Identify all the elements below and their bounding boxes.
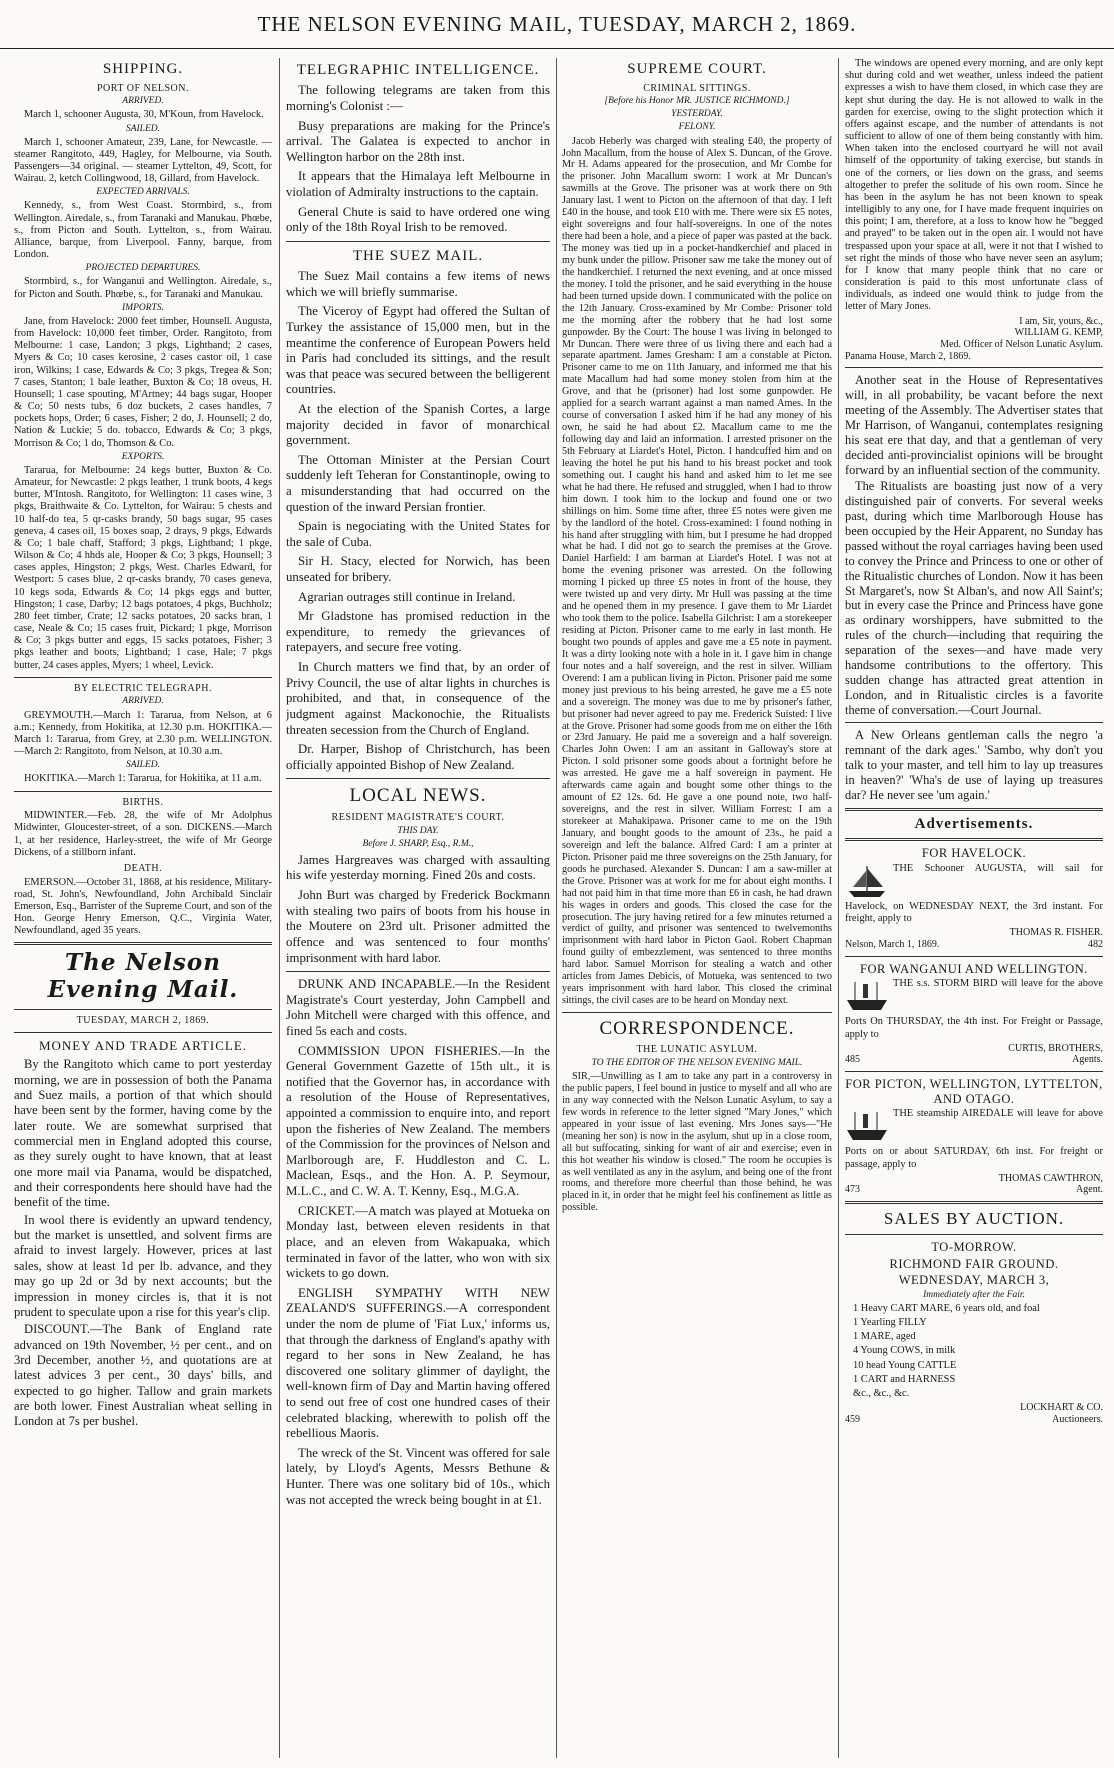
lot-item: 4 Young COWS, in milk — [853, 1345, 956, 1357]
divider — [845, 1071, 1103, 1072]
ad-heading: FOR PICTON, WELLINGTON, LYTTELTON, AND OTAGO. — [845, 1077, 1103, 1106]
suez-heading: THE SUEZ MAIL. — [352, 247, 484, 264]
ad-text — [845, 1108, 1103, 1170]
auction-venue: RICHMOND FAIR GROUND. — [889, 1256, 1059, 1271]
money-paragraph: DISCOUNT.—The Bank of England rate advanced on 19th November, ½ per cent., and on 3rd December, another ½, and quotations are at latest advices 3 per cent., 30 days' bills, and expected to go higher. Tallow and grain markets are both lower. Finest Australian wheat selling in London at 7s per bushel. — [14, 1322, 272, 1429]
imports-heading: IMPORTS. — [122, 302, 164, 313]
lot-item: 1 MARE, aged — [853, 1331, 916, 1343]
auctioneer-name: LOCKHART & CO. — [1020, 1402, 1103, 1414]
house-paragraph: Another seat in the House of Representatives will, in all probability, be vacant before the next meeting of the Assembly. The Advertiser states that Mr Harrison, of Wanganui, contemplates resigning his seat ere that day, and that a gentleman of very decided anti-provincialist opinions will be brought forward by an influential section of the community. — [845, 373, 1103, 477]
divider — [845, 956, 1103, 957]
to-editor: TO THE EDITOR OF THE NELSON EVENING MAIL. — [591, 1057, 803, 1068]
column-1 — [14, 58, 272, 1758]
ad-footer — [845, 1054, 1103, 1066]
divider — [14, 677, 272, 678]
ad-number: 482 — [1088, 939, 1103, 951]
divider — [845, 838, 1103, 841]
ad-footer — [845, 939, 1103, 951]
divider — [845, 1201, 1103, 1204]
asylum-heading: THE LUNATIC ASYLUM. — [636, 1044, 758, 1056]
suez-paragraph: At the election of the Spanish Cortes, a large majority decided in favor of monarchical government. — [286, 401, 550, 448]
local-paragraph: DRUNK AND INCAPABLE.—In the Resident Magistrate's Court yesterday, John Campbell and John Mitchell were charged with this offence, and fined 5s each and costs. — [286, 977, 550, 1038]
court-report: Jacob Heberly was charged with stealing £40, the property of John Macallum, from the house of Alex S. Duncan, of the Grove. Mr H. Adams appeared for the prosecution, and Mr Combe for the prisoner. John Macallum sworn: I work at Mr Duncan's sawmills at the Grove. The prisoner was at work there on 9th January last. I went to Picton on the afternoon of that day. I left £40 in the house, and took £10 with me. There were six £5 notes, eight sovereigns and four half-sovereigns. In one of the notes there had been a hole, and a piece of paper was pasted at the back. The money was tied up in a pocket-handkerchief and placed in my bunk under the pillow. Prisoner saw me take the money out of the handkerchief. I returned the next evening, and at once missed the money. I told the prisoner, and he said everything in the house had been turned upside down. I communicated with the police on the 12th January. Cross-examined by Mr Combe: Prisoner told me the morning after the robbery that he had lost some gunpowder. By the Court: The house I was living in belonged to Mr Duncan. There were three of us living there and each had a separate apartment. James Gresham: I am a constable at Picton. Prisoner came to me on 11th January, and informed me that his mate Macallum had had some money stolen from him at the Grove, and that he (prisoner) had lost some gunpowder. He applied for a search warrant against a man named Ames. In the course of conversation I asked him if he had any money of his own, he said he had about £2. Macallum came to me the following day and laid an information. I arrested prisoner on the 5th February at Liardet's Hotel, Picton. I handcuffed him and on leaving the hotel he put his hand to his breast pocket and took something out. I caught his hand and asked him to let me see what he had there. He refused and struggled, when I had to throw him down. I took him to the lockup and found one or two shillings on him. Some time after, three £5 notes were given me by the landlord of the hotel. Cross-examined: I found nothing in his hand after struggling with him, but I presume he had dropped what he had. I did not go to search the premises at the Grove. Daniel Harfield: I am barman at Liardet's Hotel. I was not at home the evening prisoner was arrested. On the following morning I picked up three £5 notes in front of the house, they were twisted up and very dirty. Mr Hull was passing at the time and he opened them in my presence. I gave them to Mr Liardet who took them to the police. Isabella Gilchrist: I am a storekeeper residing at Picton. Prisoner came to me early in last month. He bought two pounds of apples and gave me a £5 note in payment. It was a dirty looking note with a hole in it. I gave him in change four notes and a half sovereign, and the rest in silver. William Overend: I am a publican living in Picton. Prisoner paid me some money just previous to his being arrested, he gave me a £5 note and a sovereign. The money was due to me by prisoner's father, but prisoner had never agreed to pay me. Frederick Suisted: I live at the Grove. Prisoner had some goods from me on either the 16th or 23rd January. He paid me a sovereign and a half sovereign. Charles John Owen: I am an assitant in Galloway's store at Picton. I sold prisoner some goods about a fortnight before he was arrested. He gave me a half sovereign in payment. He afterwards came again and bought some other things to the amount of £2 12s. 6d. He gave a one pound note, two half-sovereigns, and the rest in silver. William Forrest: I am a storekeer at Mahakipawa. Prisoner came to me on the 19th January, and bought goods to the amount of 23s., he paid a sovereign and left the balance. Alfred Card: I am a printer at Picton. Prisoner paid me three sovereigns on the 25th January, for goods he purchased. Alexander S. Duncan: I am a saw-miller at the Grove. Prisoner was at work for me for about eight months. I had not paid him in that time more than £6 in cash, he had drawn his wages in orders and goods. This closed the case for the prosecution. The jury having retired for a few minutes returned a verdict of guilty, and prisoner was sentenced to twelvemonths imprisonment with hard labor in Picton Gaol. Robert Chapman found guilty of embezzlement, was sentenced to three months hard labor. Samuel Morrison for stealing a watch and other articles from James Debicis, of Motueka, was sentenced to two years imprisonment with hard labor. This closed the criminal sittings, the civil cases are to be heard on Monday next. — [562, 135, 832, 1007]
correspondence-text: SIR,—Unwilling as I am to take any part in a controversy in the public papers, I feel bound in justice to myself and all who are in any way connected with the Nelson Lunatic Asylum, to say a few words in reference to the letter signed "Mary Jones," which appeared in your issue of last evening. Mrs Jones says—"He (meaning her son) is now in the asylum, shut up in a close room, all but suffocating, sinking for want of air and exercise; even in this hot weather his window is closed." The room he occupies is as well ventilated as any in the asylum, and being one of the front rooms, and therefore more cheerful than those behind, he was placed in it, in order that he might feel his confinement as little as possible. — [562, 1071, 832, 1214]
money-paragraph: In wool there is evidently an upward tendency, but the market is unsettled, and solvent firms are afraid to invest largely. However, prices at last sales, show at least 1d per lb. advance, and they may go up 2d or 3d by next accounts; but the impression in money circles is, that it is not prudent to speculate upon a rise for this year's clip. — [14, 1212, 272, 1319]
column-rule — [279, 58, 280, 1758]
lot-item: 10 head Young CATTLE — [853, 1359, 957, 1371]
supreme-court-heading: SUPREME COURT. — [627, 61, 767, 77]
divider — [14, 1032, 272, 1033]
suez-paragraph: Dr. Harper, Bishop of Christchurch, has been officially appointed Bishop of New Zealand. — [286, 742, 550, 772]
sailed-heading: SAILED. — [125, 123, 161, 134]
ad-footer — [845, 1414, 1103, 1426]
births-text: MIDWINTER.—Feb. 28, the wife of Mr Adolphus Midwinter, Gloucester-street, of a son. DICKENS.—March 1, at her residence, Harley-street, the wife of Mr George Dickens, of a stillborn infant. — [14, 810, 272, 858]
auction-tomorrow: TO-MORROW. — [931, 1239, 1017, 1254]
local-news-heading: LOCAL NEWS. — [349, 785, 487, 807]
death-text: EMERSON.—October 31, 1868, at his residence, Military-road, St. John's, Newfoundland, John Archibald Sinclair Emerson, Esq., Barrister of the Supreme Court, and son of the Hon. George Henry Emerson, Q.C., Virginia Water, Newfoundland, aged 35 years. — [14, 876, 272, 937]
divider — [286, 971, 550, 972]
ad-wanganui — [845, 962, 1103, 1066]
masthead: THE NELSON EVENING MAIL, TUESDAY, MARCH 2, 1869. — [0, 0, 1114, 49]
telegraph-heading: BY ELECTRIC TELEGRAPH. — [74, 682, 212, 694]
steamship-icon — [845, 978, 889, 1016]
money-paragraph: By the Rangitoto which came to port yesterday morning, we are in possession of both the Panama and Suez mails, a portion of that which should have been sent by the former, having come by the later route. We are somewhat surprised that commercial men in England adopted this course, as they surely ought to have known, that at least one more mail via Panama, would be dispatched, and their correspondents here should have had the benefit of the time. — [14, 1057, 272, 1210]
ad-auction — [845, 1209, 1103, 1425]
divider — [14, 1009, 272, 1010]
ad-signature: THOMAS CAWTHRON, — [998, 1172, 1103, 1184]
ad-date: Nelson, March 1, 1869. — [845, 939, 940, 951]
suez-paragraph: In Church matters we find that, by an order of Privy Council, the use of altar lights in churches is prohibited, and that, in consequence of the judgment against Mackonochie, the Ritualists threaten secession from the Church of England. — [286, 660, 550, 737]
suez-paragraph: The Suez Mail contains a few items of news which we will briefly summarise. — [286, 269, 550, 299]
divider — [286, 778, 550, 779]
tele-paragraph: General Chute is said to have ordered one wing only of the 18th Royal Irish to be removed. — [286, 204, 550, 235]
ad-havelock — [845, 846, 1103, 950]
ad-body: THE steamship AIREDALE will leave for above Ports on or about SATURDAY, 6th inst. For freight or passage, apply to — [845, 1108, 1103, 1170]
column-rule — [556, 58, 557, 1758]
ad-number: 485 — [845, 1054, 860, 1066]
auction-date: WEDNESDAY, MARCH 3, — [898, 1273, 1050, 1288]
ad-heading: FOR HAVELOCK. — [921, 846, 1027, 861]
ad-signature: THOMAS R. FISHER. — [1009, 927, 1103, 939]
ad-text — [845, 978, 1103, 1040]
births-heading: BIRTHS. — [122, 796, 164, 808]
date-line: TUESDAY, MARCH 2, 1869. — [76, 1015, 210, 1027]
divider — [14, 791, 272, 792]
shipping-heading: SHIPPING. — [102, 61, 184, 77]
divider — [845, 808, 1103, 811]
ad-body: THE Schooner AUGUSTA, will sail for Havelock, on WEDNESDAY NEXT, the 3rd instant. For freight, apply to — [845, 863, 1103, 925]
expected-text: Kennedy, s., from West Coast. Stormbird, s., from Wellington. Airedale, s., from Taranaki and Manukau. Phœbe, s., from Picton and South. Lyttelton, s., from Wairau. Alliance, barque, from Liverpool. Fanny, barque, from London. — [14, 200, 272, 261]
expected-heading: EXPECTED ARRIVALS. — [96, 187, 190, 198]
lot-list — [845, 1303, 1103, 1400]
before-magistrate: Before J. SHARP, Esq., R.M., — [362, 839, 474, 850]
projected-heading: PROJECTED DEPARTURES. — [85, 263, 201, 274]
steamship-icon — [845, 1108, 889, 1146]
tele-paragraph: It appears that the Himalaya left Melbourne in violation of Admiralty instructions to the captain. — [286, 169, 550, 199]
lot-item: &c., &c., &c. — [853, 1387, 910, 1399]
this-day: THIS DAY. — [397, 825, 439, 836]
ad-signature: CURTIS, BROTHERS, — [1008, 1042, 1103, 1054]
felony: FELONY. — [678, 122, 716, 133]
divider — [14, 942, 272, 945]
suez-paragraph: Mr Gladstone has promised reduction in the expenditure, to remedy the grievances of ratepayers, and secure free voting. — [286, 609, 550, 655]
lot-item: 1 CART and HARNESS — [853, 1373, 956, 1385]
rm-court-heading: RESIDENT MAGISTRATE'S COURT. — [331, 811, 505, 823]
tele-paragraph: The following telegrams are taken from this morning's Colonist :— — [286, 83, 550, 113]
editorial-notes — [845, 373, 1103, 803]
local-paragraph: ENGLISH SYMPATHY WITH NEW ZEALAND'S SUFFERINGS.—A correspondent under the nom de plume of 'Fiat Lux,' informs us, that through the darkness of England's apathy with regard to her sons in New Zealand, he has discovered one solitary glimmer of daylight, the well-known firm of Day and Martin having offered to send out free of cost one hundred cases of their celebrated blacking, wherewith to polish off the rebellious Maoris. — [286, 1285, 550, 1441]
tel-arrived-heading: ARRIVED. — [122, 696, 164, 707]
local-paragraph: The wreck of the St. Vincent was offered for sale lately, by Lloyd's Agents, Messrs Bethune & Hunter. There was one solitary bid of 10s., which was not accepted the wreck being bought in at £1. — [286, 1445, 550, 1507]
local-paragraph: John Burt was charged by Frederick Bockmann with stealing two pairs of boots from his house in the Moutere on 23rd ult. Prisoner admitted the offence and was sentenced to four months' imprisonment with hard labor. — [286, 888, 550, 965]
divider — [845, 367, 1103, 368]
before-judge: [Before his Honor MR. JUSTICE RICHMOND.] — [604, 96, 790, 107]
tel-sailed-text: HOKITIKA.—March 1: Tararua, for Hokitika, at 11 a.m. — [24, 773, 262, 785]
ad-heading: FOR WANGANUI AND WELLINGTON. — [860, 961, 1088, 976]
suez-paragraph: Sir H. Stacy, elected for Norwich, has been unseated for bribery. — [286, 554, 550, 585]
suez-paragraph: The Viceroy of Egypt had offered the Sultan of Turkey the assistance of 15,000 men, but in the meantime the conference of European Powers held in Paris had concluded its sittings, and the result was that peace was secured between the belligerent countries. — [286, 304, 550, 397]
exports-heading: EXPORTS. — [121, 451, 165, 462]
signature-name: WILLIAM G. KEMP, — [1014, 327, 1103, 339]
ship-icon — [845, 863, 889, 901]
ad-body: THE s.s. STORM BIRD will leave for the above Ports On THURSDAY, the 4th inst. For Freight or Passage, apply to — [845, 978, 1103, 1040]
arrived-text: March 1, schooner Augusta, 30, M'Koun, from Havelock. — [24, 109, 264, 121]
ad-agents: Agents. — [1072, 1054, 1103, 1066]
local-paragraph: CRICKET.—A match was played at Motueka on Monday last, between eleven residents in that place, and an eleven from Wakapuaka, which terminated in favor of the latter, who won with six wickets to go down. — [286, 1203, 550, 1281]
ritualists-paragraph: The Ritualists are boasting just now of a very distinguished pair of converts. For several weeks past, during which time Marlborough House has been occupied by the Heir Apparent, no Sunday has passed without the royal carriages having been used to convey the Prince and Princess to one or other of the Ritualistic churches of London. Now it has been St Margaret's, now St Alban's, and now All Saint's; but in every case the Prince and Princess have gone as ordinary worshippers, have submitted to the rules of the church—including that requiring the separation of the sexes—and have made very handsome contributions to the offertory. This sudden change has attracted great attention in London, and in Ritualistic circles is a favorite theme of conversation.—Court Journal. — [845, 479, 1103, 717]
lot-item: 1 Heavy CART MARE, 6 years old, and foal — [853, 1302, 1040, 1314]
yesterday: YESTERDAY. — [671, 109, 723, 120]
column-rule — [838, 58, 839, 1758]
ad-footer — [845, 1184, 1103, 1196]
auctioneer-role: Auctioneers. — [1052, 1413, 1103, 1425]
money-article — [14, 1057, 272, 1430]
ad-picton — [845, 1077, 1103, 1196]
suez-paragraph: Spain is negociating with the United States for the sale of Cuba. — [286, 519, 550, 549]
orleans-paragraph: A New Orleans gentleman calls the negro 'a remnant of the dark ages.' 'Sambo, why don't you talk to your master, and tell him to lay up treasures in heaven?' 'Wha's de use of laying up treasures dar? He never see 'um again.' — [845, 728, 1103, 802]
ad-text — [845, 863, 1103, 925]
sailed-text: March 1, schooner Amateur, 239, Lane, for Newcastle. — steamer Rangitoto, 449, Hagley, for Melbourne, via South. Passengers—34 original. — steamer Lyttelton, 49, Scott, for Wairau. 2, ketch Collingwood, 18, Gillard, from Havelock. — [14, 136, 272, 185]
tel-sailed-heading: SAILED. — [125, 760, 161, 771]
arrived-heading: ARRIVED. — [122, 96, 164, 107]
correspondence-heading: CORRESPONDENCE. — [599, 1018, 795, 1039]
suez-paragraph: Agrarian outrages still continue in Ireland. — [298, 589, 516, 604]
suez-paragraph: The Ottoman Minister at the Persian Court suddenly left Teheran for Constantinople, owing to a misunderstanding that had occurred on the question of the inward Persian frontier. — [286, 452, 550, 514]
sales-heading: SALES BY AUCTION. — [883, 1209, 1065, 1229]
paper-title: The Nelson Evening Mail. — [47, 949, 239, 1004]
tele-paragraph: Busy preparations are making for the Prince's arrival. The Galatea is expected to anchor in Wellington harbor on the 28th inst. — [286, 118, 550, 164]
exports-text: Tararua, for Melbourne: 24 kegs butter, Buxton & Co. Amateur, for Newcastle: 2 pkgs leather, 1 trunk boots, 4 kegs butter, M'Intosh. Rangitoto, for Wellington: 11 cases wine, 3 pkgs, Braithwaite & Co. Lyttelton, for Wairau: 5 chests and 10 half-do tea, 5 qr-casks brandy, 50 bags sugar, 95 cases geneva, 4 cases oil, 15 boxes soap, 2 drays, 9 pkgs, Edwards & Co; 1 bale chaff, Stafford; 3 pkgs, Lightband; 1 pkge, Wilson & Co; 4 hhds ale, Hooper & Co; 3 pkgs, Hounsell; 3 cases apples, Hingston; 2 pkgs, West. Charles Edward, for Westport: 5 cases blue, 2 qr-casks brandy, 70 cases geneva, 10 kegs soda, Edwards & Co; 14 pkgs eggs and butter, Hingston; 1 case, Darby; 12 bags potatoes, 4 pkgs, Buchholz; 280 feet timber, Crate; 12 sacks potatoes, 20 sacks bran, 1 case, Neale & Co; 15 cases fruit, Pickard; 1 pkge, Morrison & Co; 3 pkgs butter and eggs, 15 sacks potatoes, Fisher; 3 pkgs leather and boots, Lightband; 1 case, Hale; 7 pkgs butter, 24 cases apples, Myers; 1 wheel, Levick. — [14, 464, 272, 671]
ad-agent: Agent. — [1076, 1184, 1103, 1196]
imports-text: Jane, from Havelock: 2000 feet timber, Hounsell. Augusta, from Havelock: 10,000 feet timber, Order. Rangitoto, from Melbourne: 1 case, Landon; 3 pkgs, Lightband; 2 cases, Myers & Co; 10 cases kerosine, 2 cases castor oil, 1 case iron, Wilkins; 1 case, Edwards & Co; 3 pkgs, Tregea & Son; 7 cases, Stanton; 1 bale leather, Buxton & Co; 18 oveus, H. Hounsell; 1 case spouting, M'Artney; 44 bags sugar, Hooper & Co; 50 nests tubs, 6 doz buckets, 2 cases handles, 7 pockets hops, Order; 6 cases, Fisher; 2 do, J. Hounsell; 2 do, Nation & Luckie; 5 do. tobacco, Edwards & Co; 3 pkgs, Morrison & Co; 1 do, Thomson & Co. — [14, 315, 272, 449]
signature-title: Med. Officer of Nelson Lunatic Asylum. — [940, 338, 1103, 350]
divider — [286, 241, 550, 242]
criminal-sittings: CRIMINAL SITTINGS. — [643, 82, 751, 94]
correspondence-continued: The windows are opened every morning, and are only kept shut during cold and wet weather, unless indeed the patient expresses a wish to have them closed, in which case they are kept shut during the day. He is not allowed to walk in the garden for exercise, owing to the slight protection which it offers against escape, and the number of attendants is not sufficient to allow of one of them being constantly with him. When taken into the enclosed courtyard he will not avail himself of the opportunity of taking exercise, but stands in one of the corners, or lies down on the grass, and seems altogether to prefer the solitude of his own room. Since he has been in the asylum he has not been known to speak intelligibly to any one, for I have made frequent inquiries on this point; I am, therefore, at a loss to know how he "begged and prayed" to be taken out in the open air. I would not have trespassed upon your space at all, were it not that I wished to set right the minds of those who have never seen an asylum; for I know that many people think that no care or consideration is paid to this most unfortunate class of individuals, as indeed one would think to judge from the letter of Mary Jones. — [845, 58, 1103, 313]
signature-place: Panama House, March 2, 1869. — [845, 350, 971, 362]
signature-line: I am, Sir, yours, &c., — [1019, 315, 1103, 327]
death-heading: DEATH. — [123, 862, 163, 874]
divider — [562, 1012, 832, 1013]
column-4 — [845, 58, 1103, 1758]
ad-number: 473 — [845, 1184, 860, 1196]
local-paragraph: COMMISSION UPON FISHERIES.—In the General Government Gazette of 15th ult., it is notified that the Governor has, in accordance with a resolution of the House of Representatives, appointed a commission to enquire into, and report upon the fisheries of New Zealand. The members of the Commission for the provinces of Nelson and Marlborough are, F. Huddleston and C. L. Maclean, Esqs., and the Hon. A. P. Seymour, M.L.C., and C. W. A. T. Kenny, Esq., M.G.A. — [286, 1043, 550, 1199]
port-heading: PORT OF NELSON. — [96, 82, 189, 94]
tel-arrived-text: GREYMOUTH.—March 1: Tararua, from Nelson, at 6 a.m.; Kennedy, from Hokitika, at 12.30 p.m. HOKITIKA.—March 1: Tararua, from Grey, at 2.30 p.m. WELLINGTON.—March 2: Rangitoto, from Nelson, at 10.30 a.m. — [14, 709, 272, 758]
divider — [845, 1234, 1103, 1235]
auction-timing: Immediately after the Fair. — [923, 1289, 1025, 1300]
lot-item: 1 Yearling FILLY — [853, 1317, 927, 1329]
column-3 — [562, 58, 832, 1758]
divider — [845, 722, 1103, 723]
advertisements-heading: Advertisements. — [914, 815, 1034, 832]
column-2 — [286, 58, 550, 1758]
local-paragraph: James Hargreaves was charged with assaulting his wife yesterday morning. Fined 20s and costs. — [286, 852, 550, 883]
ad-number: 459 — [845, 1413, 860, 1425]
projected-text: Stormbird, s., for Wanganui and Wellington. Airedale, s., for Picton and South. Phœbe, s., for Taranaki and Manukau. — [14, 276, 272, 300]
telegraphic-heading: TELEGRAPHIC INTELLIGENCE. — [296, 62, 540, 78]
money-heading: MONEY AND TRADE ARTICLE. — [38, 1037, 248, 1053]
